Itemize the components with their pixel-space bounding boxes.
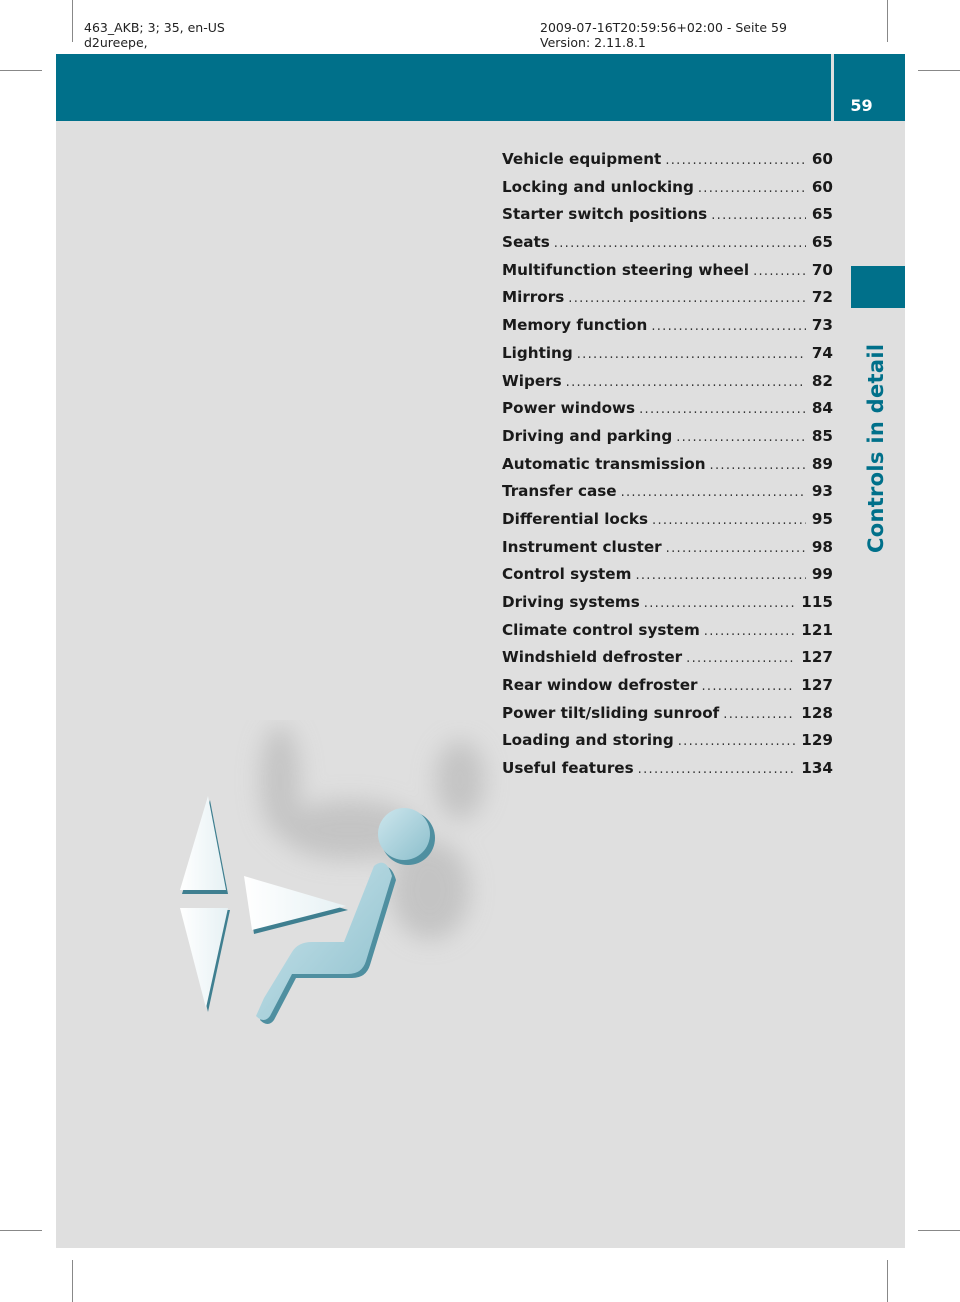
toc-entry[interactable] — [502, 648, 833, 676]
toc-dot-leader — [554, 236, 806, 251]
toc-dot-leader — [702, 679, 796, 694]
toc-entry-label: Driving and parking — [502, 426, 673, 445]
toc-entry-page: 93 — [811, 482, 833, 501]
toc-entry-label: Mirrors — [502, 288, 565, 307]
toc-entry-page: 60 — [811, 150, 833, 168]
toc-entry[interactable] — [502, 565, 833, 593]
header-bar — [56, 54, 831, 121]
toc-entry-page: 65 — [811, 205, 833, 224]
toc-entry[interactable] — [502, 593, 833, 621]
toc-entry-label: Starter switch positions — [502, 205, 708, 224]
toc-dot-leader — [704, 624, 796, 639]
toc-dot-leader — [698, 181, 806, 196]
toc-entry-label: Seats — [502, 233, 550, 252]
toc-entry[interactable] — [502, 455, 833, 483]
toc-entry-label: Windshield defroster — [502, 648, 683, 667]
crop-mark — [72, 0, 73, 42]
toc-entry-page: 115 — [801, 593, 833, 611]
toc-entry-label: Transfer case — [502, 482, 617, 501]
toc-entry[interactable] — [502, 288, 833, 316]
toc-entry[interactable] — [502, 621, 833, 649]
toc-entry[interactable] — [502, 261, 833, 289]
toc-entry-page: 70 — [811, 260, 833, 279]
section-tab — [851, 266, 905, 308]
toc-dot-leader — [678, 734, 796, 749]
page-number: 59 — [850, 96, 873, 115]
toc-entry-label: Vehicle equipment — [502, 150, 662, 168]
toc-entry[interactable] — [502, 704, 833, 732]
toc-dot-leader — [666, 541, 806, 556]
toc-dot-leader — [566, 375, 806, 390]
print-meta-job: 463_AKB; 3; 35, en-US — [84, 20, 225, 35]
toc-entry-page: 60 — [811, 177, 833, 196]
toc-entry[interactable] — [502, 731, 833, 759]
toc-entry-label: Differential locks — [502, 509, 649, 528]
toc-entry[interactable] — [502, 510, 833, 538]
crop-mark — [918, 1230, 960, 1231]
toc-dot-leader — [644, 596, 796, 611]
crop-mark — [887, 1260, 888, 1302]
toc-entry[interactable] — [502, 178, 833, 206]
toc-entry-page: 84 — [811, 399, 833, 418]
toc-dot-leader — [639, 402, 806, 417]
toc-dot-leader — [577, 347, 806, 362]
toc-dot-leader — [665, 153, 806, 168]
toc-entry-label: Wipers — [502, 371, 562, 390]
toc-entry-page: 99 — [811, 565, 833, 584]
toc-entry-label: Lighting — [502, 343, 573, 362]
toc-entry-page: 121 — [801, 620, 833, 639]
toc-entry-page: 129 — [801, 731, 833, 750]
toc-dot-leader — [652, 513, 806, 528]
toc-entry-page: 72 — [811, 288, 833, 307]
toc-entry-page: 73 — [811, 316, 833, 335]
print-meta-right — [540, 20, 787, 50]
print-meta-left — [84, 20, 225, 50]
crop-mark — [72, 1260, 73, 1302]
section-title-text: Controls in detail — [864, 343, 888, 553]
toc-entry[interactable] — [502, 372, 833, 400]
toc-entry-page: 65 — [811, 233, 833, 252]
crop-mark — [0, 1230, 42, 1231]
toc-entry-page: 95 — [811, 509, 833, 528]
toc-dot-leader — [638, 762, 796, 777]
toc-entry[interactable] — [502, 482, 833, 510]
toc-entry-label: Multifunction steering wheel — [502, 260, 750, 279]
toc-entry-page: 85 — [811, 426, 833, 445]
toc-dot-leader — [753, 264, 806, 279]
toc-entry-label: Automatic transmission — [502, 454, 706, 473]
toc-entry[interactable] — [502, 538, 833, 566]
toc-entry-page: 127 — [801, 648, 833, 667]
toc-entry-label: Climate control system — [502, 620, 700, 639]
toc-entry[interactable] — [502, 233, 833, 261]
toc-entry[interactable] — [502, 316, 833, 344]
toc-entry-page: 74 — [811, 343, 833, 362]
toc-entry[interactable] — [502, 150, 833, 178]
toc-entry-label: Power windows — [502, 399, 636, 418]
toc-entry-label: Memory function — [502, 316, 648, 335]
toc-dot-leader — [723, 707, 795, 722]
seat-adjustment-figure-icon — [170, 720, 510, 1040]
toc-dot-leader — [621, 485, 806, 500]
toc-entry-label: Rear window defroster — [502, 676, 698, 695]
toc-entry-page: 128 — [801, 703, 833, 722]
toc-entry[interactable] — [502, 676, 833, 704]
crop-mark — [887, 0, 888, 42]
toc-entry[interactable] — [502, 205, 833, 233]
toc-entry-page: 89 — [811, 454, 833, 473]
toc-entry[interactable] — [502, 427, 833, 455]
toc-dot-leader — [651, 319, 806, 334]
toc-entry-page: 98 — [811, 537, 833, 556]
crop-mark — [0, 70, 42, 71]
toc-entry-page: 82 — [811, 371, 833, 390]
toc-entry-label: Instrument cluster — [502, 537, 662, 556]
toc-dot-leader — [711, 208, 806, 223]
toc-entry-page: 127 — [801, 676, 833, 695]
table-of-contents — [502, 150, 833, 787]
toc-entry-label: Power tilt/sliding sunroof — [502, 703, 720, 722]
print-meta-user: d2ureepe, — [84, 35, 148, 50]
toc-entry-label: Control system — [502, 565, 632, 584]
crop-mark — [918, 70, 960, 71]
toc-entry-page: 134 — [801, 759, 833, 778]
toc-dot-leader — [676, 430, 806, 445]
toc-entry[interactable] — [502, 759, 833, 787]
toc-dot-leader — [710, 458, 806, 473]
toc-entry-label: Driving systems — [502, 593, 640, 611]
toc-entry-label: Useful features — [502, 759, 634, 778]
print-meta-timestamp: 2009-07-16T20:59:56+02:00 - Seite 59 — [540, 20, 787, 35]
toc-dot-leader — [686, 651, 795, 666]
toc-entry[interactable] — [502, 344, 833, 372]
toc-entry-label: Loading and storing — [502, 731, 674, 750]
section-title — [852, 313, 892, 553]
toc-dot-leader — [568, 291, 806, 306]
print-meta-version: Version: 2.11.8.1 — [540, 35, 646, 50]
toc-dot-leader — [635, 568, 805, 583]
toc-entry[interactable] — [502, 399, 833, 427]
toc-entry-label: Locking and unlocking — [502, 177, 694, 196]
